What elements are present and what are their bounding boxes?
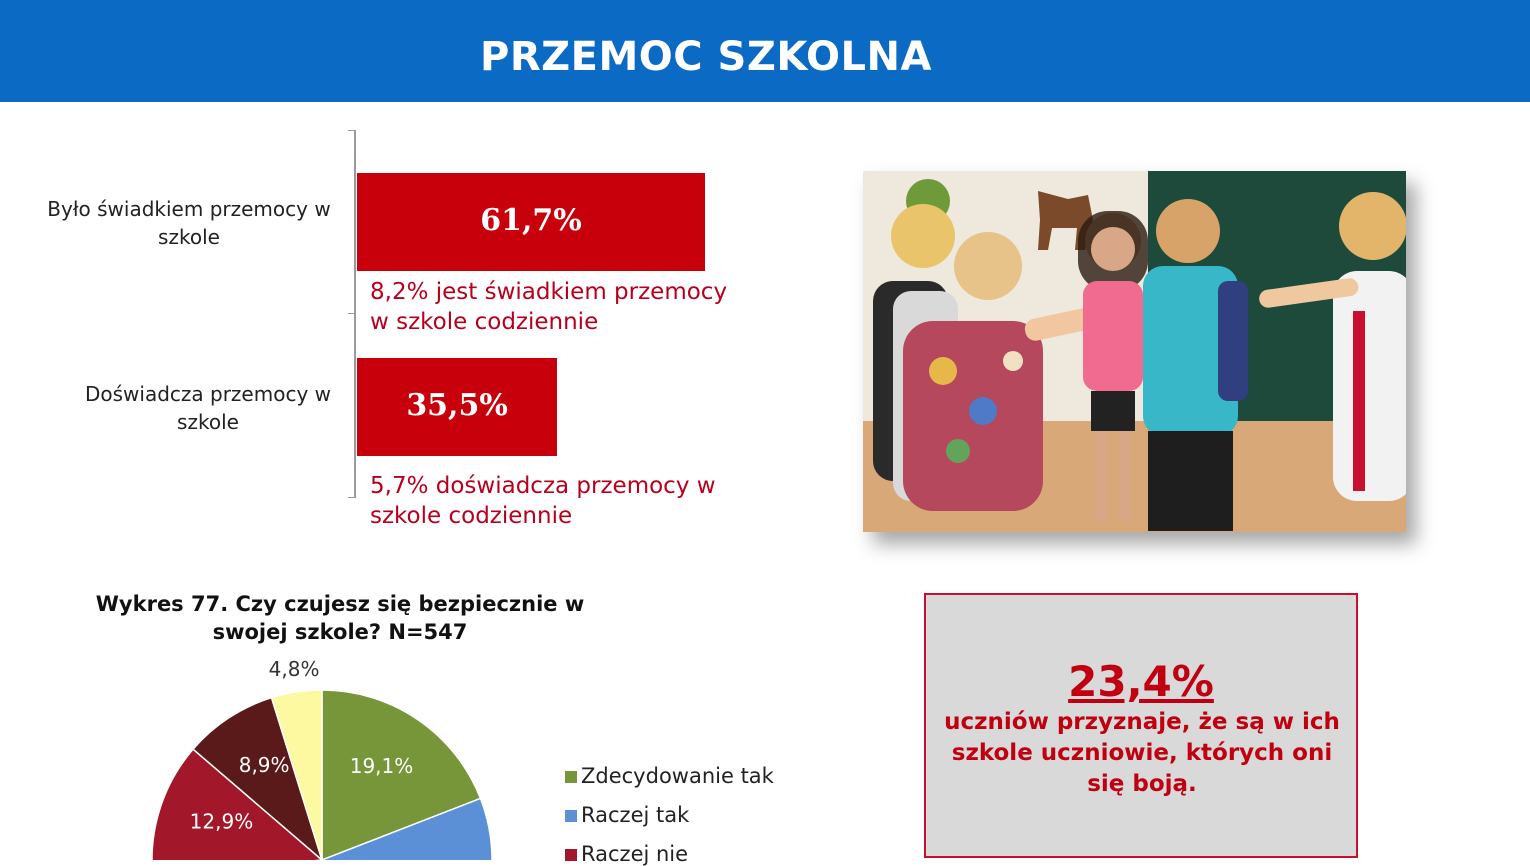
pie-slice-label: 19,1% <box>349 754 414 779</box>
legend-swatch <box>565 810 577 822</box>
bar-category-label: Było świadkiem przemocy w szkole <box>47 197 331 249</box>
callout-text: uczniów przyznaje, że są w ich szkole uczniowie, których oni się boją. <box>944 709 1340 797</box>
statistic-callout <box>924 593 1358 858</box>
bar-note: 5,7% doświadcza przemocy w szkole codziennie <box>370 473 716 529</box>
bar-value-label: 61,7% <box>480 203 582 238</box>
legend-item <box>565 842 688 866</box>
pie-slice-label: 4,8% <box>268 657 320 682</box>
legend-swatch <box>565 771 577 783</box>
page-title: PRZEMOC SZKOLNA <box>480 34 932 80</box>
legend-label: Zdecydowanie tak <box>581 764 774 788</box>
pie-chart-title: Wykres 77. Czy czujesz się bezpiecznie w swojej szkole? N=547 <box>95 592 585 644</box>
legend-label: Raczej nie <box>581 842 689 866</box>
callout-value: 23,4% <box>1068 657 1214 706</box>
bar-note: 8,2% jest świadkiem przemocy w szkole codziennie <box>370 279 728 335</box>
bar-value-label: 35,5% <box>406 388 508 423</box>
pie-slice-label: 8,9% <box>238 752 290 777</box>
bar-category-label: Doświadcza przemocy w szkole <box>84 382 331 434</box>
legend-item <box>565 803 689 827</box>
legend-item <box>565 764 774 788</box>
pie-slice-label: 12,9% <box>189 809 254 834</box>
legend-label: Raczej tak <box>581 803 690 827</box>
legend-swatch <box>565 849 577 861</box>
